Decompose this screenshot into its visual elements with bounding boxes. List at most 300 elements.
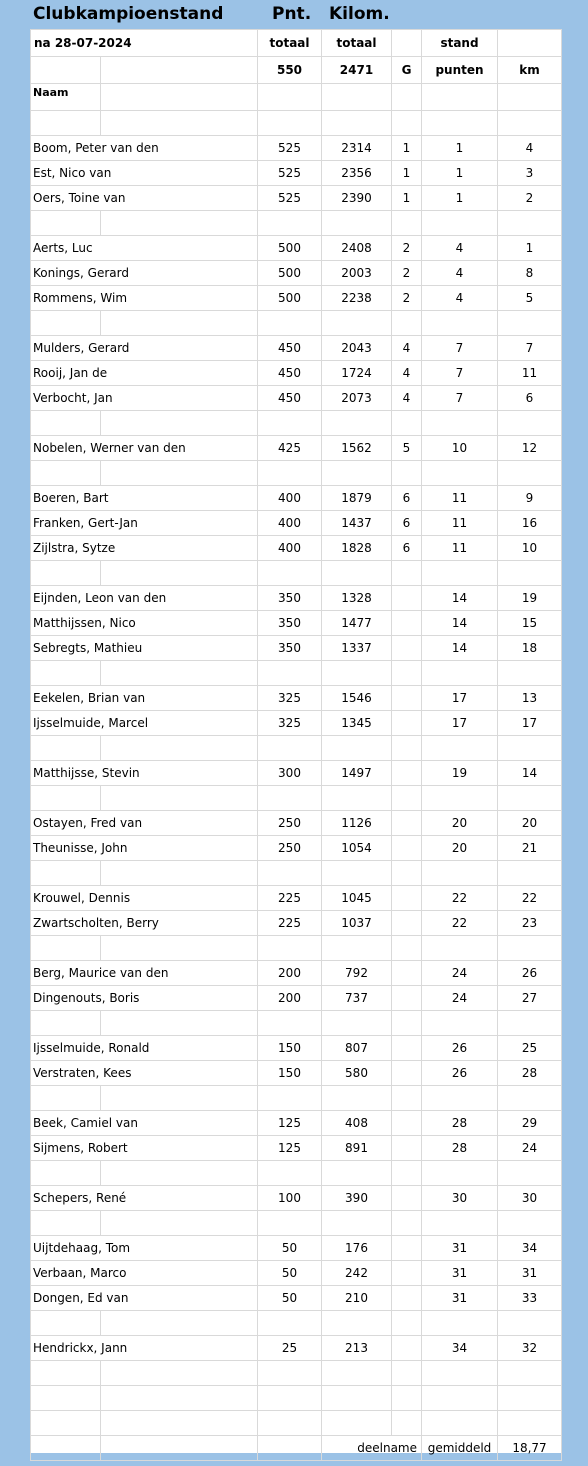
- empty-cell: [498, 411, 562, 436]
- empty-cell: [392, 786, 422, 811]
- km-cell: 1345: [322, 711, 392, 736]
- empty-cell: [322, 936, 392, 961]
- empty-cell: [101, 1311, 258, 1336]
- group-cell: 1: [392, 161, 422, 186]
- rank-points-cell: 28: [422, 1111, 498, 1136]
- rank-points-cell: 1: [422, 136, 498, 161]
- spacer-row: [31, 786, 562, 811]
- empty-cell: [258, 561, 322, 586]
- empty-cell: [392, 1011, 422, 1036]
- rank-km-cell: 24: [498, 1136, 562, 1161]
- group-cell: 1: [392, 136, 422, 161]
- group-cell: [392, 711, 422, 736]
- rank-km-cell: 16: [498, 511, 562, 536]
- points-cell: 50: [258, 1236, 322, 1261]
- empty-cell: [31, 861, 101, 886]
- empty-cell: [422, 1386, 498, 1411]
- points-cell: 450: [258, 361, 322, 386]
- rank-km-cell: 27: [498, 986, 562, 1011]
- group-cell: [392, 986, 422, 1011]
- name-cell: Nobelen, Werner van den: [31, 436, 258, 461]
- spacer-row: [31, 736, 562, 761]
- spacer-row: [31, 111, 562, 136]
- empty-cell: [101, 461, 258, 486]
- empty-cell: [258, 461, 322, 486]
- empty-cell: [258, 661, 322, 686]
- empty-cell: [101, 1436, 258, 1461]
- empty-cell: [498, 736, 562, 761]
- km-cell: 1328: [322, 586, 392, 611]
- km-cell: 1879: [322, 486, 392, 511]
- empty-cell: [101, 936, 258, 961]
- rank-km-cell: 23: [498, 911, 562, 936]
- spacer-row: [31, 311, 562, 336]
- group-cell: 5: [392, 436, 422, 461]
- header-row-totals: [31, 57, 562, 84]
- km-cell: 1546: [322, 686, 392, 711]
- name-cell: Sijmens, Robert: [31, 1136, 258, 1161]
- empty-cell: [258, 786, 322, 811]
- group-cell: [392, 686, 422, 711]
- rank-km-cell: 4: [498, 136, 562, 161]
- rank-points-cell: 28: [422, 1136, 498, 1161]
- name-cell: Zijlstra, Sytze: [31, 536, 258, 561]
- empty-cell: [322, 1161, 392, 1186]
- rank-points-cell: 4: [422, 286, 498, 311]
- group-cell: [392, 586, 422, 611]
- km-cell: 2073: [322, 386, 392, 411]
- km-cell: 390: [322, 1186, 392, 1211]
- empty-cell: [422, 84, 498, 111]
- points-cell: 450: [258, 386, 322, 411]
- rank-points-cell: 31: [422, 1286, 498, 1311]
- name-cell: Eijnden, Leon van den: [31, 586, 258, 611]
- empty-cell: [392, 736, 422, 761]
- rank-points-cell: 26: [422, 1036, 498, 1061]
- empty-cell: [498, 84, 562, 111]
- points-cell: 325: [258, 686, 322, 711]
- header-row-date: [31, 30, 562, 57]
- gemiddeld-label: gemiddeld: [422, 1436, 498, 1461]
- points-cell: 400: [258, 511, 322, 536]
- empty-cell: [392, 30, 422, 57]
- empty-cell: [322, 1211, 392, 1236]
- name-cell: Theunisse, John: [31, 836, 258, 861]
- km-cell: 1337: [322, 636, 392, 661]
- empty-cell: [258, 736, 322, 761]
- points-total-value: 550: [258, 57, 322, 84]
- table-row: [31, 1336, 562, 1361]
- name-cell: Dingenouts, Boris: [31, 986, 258, 1011]
- points-cell: 350: [258, 636, 322, 661]
- rank-km-cell: 20: [498, 811, 562, 836]
- km-total-label: totaal: [322, 30, 392, 57]
- empty-cell: [101, 211, 258, 236]
- rank-km-cell: 12: [498, 436, 562, 461]
- points-cell: 50: [258, 1286, 322, 1311]
- name-cell: Aerts, Luc: [31, 236, 258, 261]
- rank-points-cell: 7: [422, 336, 498, 361]
- rank-points-cell: 14: [422, 636, 498, 661]
- empty-cell: [422, 1361, 498, 1386]
- group-cell: 4: [392, 386, 422, 411]
- spacer-row: [31, 861, 562, 886]
- header-row-naam: [31, 84, 562, 111]
- table-row: [31, 1111, 562, 1136]
- points-cell: 350: [258, 586, 322, 611]
- rank-points-cell: 31: [422, 1236, 498, 1261]
- km-cell: 1126: [322, 811, 392, 836]
- name-cell: Boeren, Bart: [31, 486, 258, 511]
- empty-cell: [422, 561, 498, 586]
- table-row: [31, 1286, 562, 1311]
- empty-cell: [258, 311, 322, 336]
- name-cell: Verbocht, Jan: [31, 386, 258, 411]
- table-row: [31, 1136, 562, 1161]
- km-cell: 1437: [322, 511, 392, 536]
- empty-cell: [101, 561, 258, 586]
- empty-cell: [101, 1086, 258, 1111]
- group-cell: [392, 911, 422, 936]
- standings-table: [30, 29, 562, 1461]
- name-cell: Uijtdehaag, Tom: [31, 1236, 258, 1261]
- empty-cell: [101, 311, 258, 336]
- empty-cell: [422, 736, 498, 761]
- rank-points-cell: 31: [422, 1261, 498, 1286]
- empty-cell: [498, 111, 562, 136]
- rank-points-cell: 11: [422, 536, 498, 561]
- empty-cell: [31, 1011, 101, 1036]
- rank-km-cell: 9: [498, 486, 562, 511]
- points-cell: 400: [258, 486, 322, 511]
- empty-cell: [258, 1086, 322, 1111]
- empty-cell: [31, 1386, 101, 1411]
- group-cell: [392, 1336, 422, 1361]
- rank-km-cell: 30: [498, 1186, 562, 1211]
- rank-points-cell: 26: [422, 1061, 498, 1086]
- empty-cell: [31, 411, 101, 436]
- rank-points-cell: 22: [422, 886, 498, 911]
- table-row: [31, 836, 562, 861]
- empty-cell: [498, 936, 562, 961]
- points-cell: 500: [258, 286, 322, 311]
- table-row: [31, 386, 562, 411]
- punten-label: punten: [422, 57, 498, 84]
- empty-cell: [101, 84, 258, 111]
- rank-points-cell: 7: [422, 361, 498, 386]
- table-row: [31, 911, 562, 936]
- name-cell: Est, Nico van: [31, 161, 258, 186]
- spacer-row: [31, 1361, 562, 1386]
- table-row: [31, 1061, 562, 1086]
- empty-cell: [392, 111, 422, 136]
- table-row: [31, 1261, 562, 1286]
- rank-points-cell: 14: [422, 611, 498, 636]
- empty-cell: [322, 661, 392, 686]
- rank-points-cell: 1: [422, 161, 498, 186]
- points-cell: 25: [258, 1336, 322, 1361]
- empty-cell: [422, 411, 498, 436]
- rank-km-cell: 15: [498, 611, 562, 636]
- empty-cell: [498, 1386, 562, 1411]
- points-title: Pnt.: [272, 4, 312, 24]
- points-cell: 150: [258, 1061, 322, 1086]
- table-row: [31, 486, 562, 511]
- empty-cell: [422, 1411, 498, 1436]
- empty-cell: [31, 461, 101, 486]
- empty-cell: [422, 1011, 498, 1036]
- empty-cell: [422, 1086, 498, 1111]
- rank-km-cell: 29: [498, 1111, 562, 1136]
- rank-km-cell: 25: [498, 1036, 562, 1061]
- average-value: 18,77: [498, 1436, 562, 1461]
- table-row: [31, 1186, 562, 1211]
- points-total-label: totaal: [258, 30, 322, 57]
- group-cell: 6: [392, 536, 422, 561]
- empty-cell: [101, 661, 258, 686]
- rank-km-cell: 31: [498, 1261, 562, 1286]
- empty-cell: [258, 111, 322, 136]
- points-cell: 325: [258, 711, 322, 736]
- rank-km-cell: 8: [498, 261, 562, 286]
- points-cell: 200: [258, 961, 322, 986]
- table-row: [31, 1036, 562, 1061]
- empty-cell: [322, 411, 392, 436]
- name-cell: Ostayen, Fred van: [31, 811, 258, 836]
- km-cell: 1477: [322, 611, 392, 636]
- empty-cell: [101, 1411, 258, 1436]
- empty-cell: [31, 1411, 101, 1436]
- table-row: [31, 136, 562, 161]
- table-row: [31, 886, 562, 911]
- empty-cell: [101, 736, 258, 761]
- empty-cell: [31, 211, 101, 236]
- group-cell: 6: [392, 486, 422, 511]
- group-cell: [392, 1061, 422, 1086]
- rank-km-cell: 22: [498, 886, 562, 911]
- rank-km-cell: 19: [498, 586, 562, 611]
- group-cell: [392, 1136, 422, 1161]
- group-cell: [392, 1186, 422, 1211]
- points-cell: 400: [258, 536, 322, 561]
- empty-cell: [258, 1311, 322, 1336]
- empty-cell: [258, 1386, 322, 1411]
- rank-km-cell: 28: [498, 1061, 562, 1086]
- empty-cell: [392, 936, 422, 961]
- empty-cell: [31, 786, 101, 811]
- empty-cell: [422, 211, 498, 236]
- table-row: [31, 636, 562, 661]
- empty-cell: [392, 861, 422, 886]
- empty-cell: [498, 561, 562, 586]
- rank-km-cell: 33: [498, 1286, 562, 1311]
- table-row: [31, 761, 562, 786]
- name-cell: Ijsselmuide, Marcel: [31, 711, 258, 736]
- km-cell: 2003: [322, 261, 392, 286]
- points-cell: 125: [258, 1111, 322, 1136]
- group-cell: 2: [392, 286, 422, 311]
- empty-cell: [322, 1386, 392, 1411]
- km-cell: 2356: [322, 161, 392, 186]
- empty-cell: [31, 1211, 101, 1236]
- empty-cell: [392, 1311, 422, 1336]
- empty-cell: [31, 311, 101, 336]
- rank-points-cell: 17: [422, 711, 498, 736]
- empty-cell: [258, 861, 322, 886]
- empty-cell: [498, 1211, 562, 1236]
- empty-cell: [101, 1386, 258, 1411]
- km-cell: 408: [322, 1111, 392, 1136]
- group-cell: [392, 886, 422, 911]
- rank-km-cell: 21: [498, 836, 562, 861]
- empty-cell: [101, 1161, 258, 1186]
- empty-cell: [422, 461, 498, 486]
- rank-points-cell: 24: [422, 961, 498, 986]
- sheet-title: Clubkampioenstand: [33, 4, 224, 24]
- km-cell: 2408: [322, 236, 392, 261]
- points-cell: 300: [258, 761, 322, 786]
- empty-cell: [31, 1086, 101, 1111]
- empty-cell: [31, 1361, 101, 1386]
- empty-cell: [322, 561, 392, 586]
- g-label: G: [392, 57, 422, 84]
- table-row: [31, 186, 562, 211]
- rank-km-cell: 34: [498, 1236, 562, 1261]
- name-cell: Sebregts, Mathieu: [31, 636, 258, 661]
- rank-km-cell: 6: [498, 386, 562, 411]
- km-cell: 242: [322, 1261, 392, 1286]
- empty-cell: [392, 1411, 422, 1436]
- empty-cell: [392, 461, 422, 486]
- table-row: [31, 286, 562, 311]
- empty-cell: [322, 461, 392, 486]
- empty-cell: [31, 1436, 101, 1461]
- rank-km-cell: 2: [498, 186, 562, 211]
- empty-cell: [392, 1161, 422, 1186]
- empty-cell: [101, 1011, 258, 1036]
- name-cell: Zwartscholten, Berry: [31, 911, 258, 936]
- group-cell: 2: [392, 261, 422, 286]
- km-label: km: [498, 57, 562, 84]
- name-cell: Mulders, Gerard: [31, 336, 258, 361]
- empty-cell: [498, 1161, 562, 1186]
- rank-points-cell: 4: [422, 236, 498, 261]
- empty-cell: [258, 1361, 322, 1386]
- rank-km-cell: 13: [498, 686, 562, 711]
- points-cell: 350: [258, 611, 322, 636]
- empty-cell: [498, 1011, 562, 1036]
- empty-cell: [31, 1161, 101, 1186]
- km-cell: 213: [322, 1336, 392, 1361]
- km-cell: 580: [322, 1061, 392, 1086]
- empty-cell: [31, 736, 101, 761]
- rank-points-cell: 14: [422, 586, 498, 611]
- empty-cell: [258, 1436, 322, 1461]
- date-label: na 28-07-2024: [31, 30, 258, 57]
- points-cell: 200: [258, 986, 322, 1011]
- empty-cell: [31, 661, 101, 686]
- table-row: [31, 811, 562, 836]
- title-row: [0, 0, 588, 29]
- empty-cell: [498, 1086, 562, 1111]
- group-cell: [392, 1036, 422, 1061]
- empty-cell: [422, 111, 498, 136]
- group-cell: [392, 1286, 422, 1311]
- spacer-row: [31, 561, 562, 586]
- empty-cell: [392, 211, 422, 236]
- table-row: [31, 336, 562, 361]
- empty-cell: [498, 861, 562, 886]
- empty-cell: [258, 1011, 322, 1036]
- empty-cell: [258, 1211, 322, 1236]
- table-row: [31, 686, 562, 711]
- km-cell: 2314: [322, 136, 392, 161]
- table-row: [31, 261, 562, 286]
- name-cell: Eekelen, Brian van: [31, 686, 258, 711]
- empty-cell: [31, 57, 101, 84]
- empty-cell: [322, 311, 392, 336]
- empty-cell: [258, 1411, 322, 1436]
- table-row: [31, 586, 562, 611]
- km-cell: 210: [322, 1286, 392, 1311]
- table-row: [31, 361, 562, 386]
- points-cell: 50: [258, 1261, 322, 1286]
- spacer-row: [31, 211, 562, 236]
- km-cell: 2043: [322, 336, 392, 361]
- rank-km-cell: 14: [498, 761, 562, 786]
- km-cell: 176: [322, 1236, 392, 1261]
- group-cell: [392, 611, 422, 636]
- spacer-row: [31, 1386, 562, 1411]
- points-cell: 250: [258, 811, 322, 836]
- empty-cell: [31, 1311, 101, 1336]
- name-cell: Schepers, René: [31, 1186, 258, 1211]
- km-cell: 1037: [322, 911, 392, 936]
- empty-cell: [322, 861, 392, 886]
- points-cell: 450: [258, 336, 322, 361]
- empty-cell: [422, 861, 498, 886]
- rank-km-cell: 5: [498, 286, 562, 311]
- spacer-row: [31, 1011, 562, 1036]
- km-cell: 891: [322, 1136, 392, 1161]
- name-cell: Konings, Gerard: [31, 261, 258, 286]
- km-cell: 2390: [322, 186, 392, 211]
- empty-cell: [498, 1311, 562, 1336]
- naam-label: Naam: [31, 84, 101, 111]
- rank-points-cell: 24: [422, 986, 498, 1011]
- group-cell: 2: [392, 236, 422, 261]
- name-cell: Boom, Peter van den: [31, 136, 258, 161]
- rank-points-cell: 4: [422, 261, 498, 286]
- points-cell: 225: [258, 911, 322, 936]
- empty-cell: [392, 84, 422, 111]
- name-cell: Verstraten, Kees: [31, 1061, 258, 1086]
- name-cell: Berg, Maurice van den: [31, 961, 258, 986]
- empty-cell: [422, 1311, 498, 1336]
- empty-cell: [498, 1411, 562, 1436]
- group-cell: 1: [392, 186, 422, 211]
- km-cell: 1497: [322, 761, 392, 786]
- name-cell: Ijsselmuide, Ronald: [31, 1036, 258, 1061]
- name-cell: Krouwel, Dennis: [31, 886, 258, 911]
- rank-points-cell: 20: [422, 836, 498, 861]
- group-cell: 4: [392, 336, 422, 361]
- points-cell: 100: [258, 1186, 322, 1211]
- empty-cell: [498, 461, 562, 486]
- empty-cell: [322, 786, 392, 811]
- rank-points-cell: 10: [422, 436, 498, 461]
- empty-cell: [498, 1361, 562, 1386]
